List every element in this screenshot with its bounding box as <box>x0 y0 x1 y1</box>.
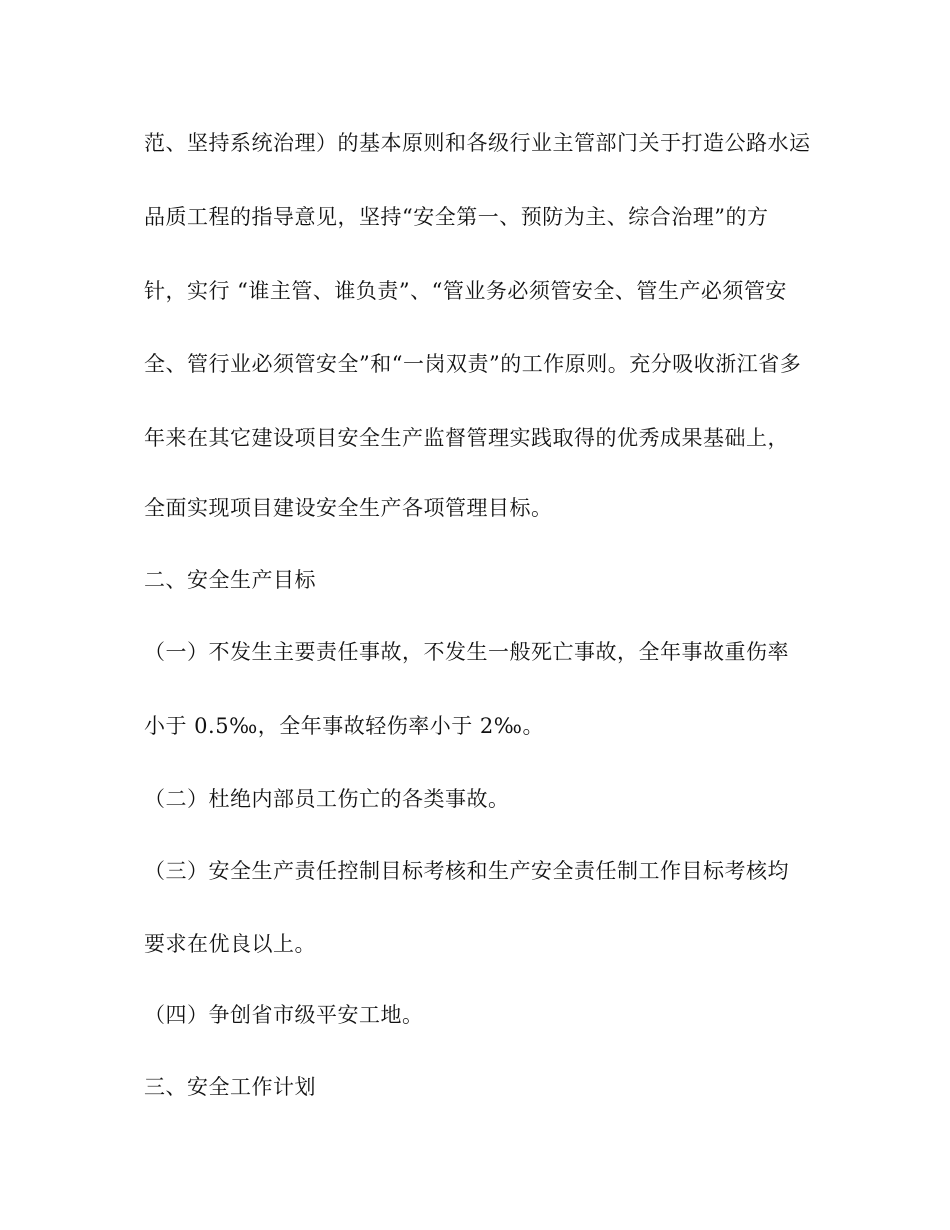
goal-item-1-continued: 小于 0.5‰，全年事故轻伤率小于 2‰。 <box>144 714 544 738</box>
goal-item-3-continued: 要求在优良以上。 <box>144 932 316 956</box>
goal-item-1: （一）不发生主要责任事故，不发生一般死亡事故，全年事故重伤率 <box>144 640 789 664</box>
goal-item-3: （三）安全生产责任控制目标考核和生产安全责任制工作目标考核均 <box>144 859 789 883</box>
goal-item-2: （二）杜绝内部员工伤亡的各类事故。 <box>144 787 510 811</box>
goal-item-4: （四）争创省市级平安工地。 <box>144 1003 424 1027</box>
body-text-line: 年来在其它建设项目安全生产监督管理实践取得的优秀成果基础上， <box>144 426 789 450</box>
body-text-line: 针，实行 “谁主管、谁负责”、“管业务必须管安全、管生产必须管安 <box>144 279 787 303</box>
section-heading: 三、安全工作计划 <box>144 1075 316 1099</box>
body-text-line: 全、管行业必须管安全”和“一岗双责”的工作原则。充分吸收浙江省多 <box>144 352 802 376</box>
body-text-line: 范、坚持系统治理）的基本原则和各级行业主管部门关于打造公路水运 <box>144 131 811 155</box>
body-text-line: 品质工程的指导意见，坚持“安全第一、预防为主、综合治理”的方 <box>144 205 769 229</box>
body-text-line: 全面实现项目建设安全生产各项管理目标。 <box>144 496 553 520</box>
section-heading: 二、安全生产目标 <box>144 568 316 592</box>
